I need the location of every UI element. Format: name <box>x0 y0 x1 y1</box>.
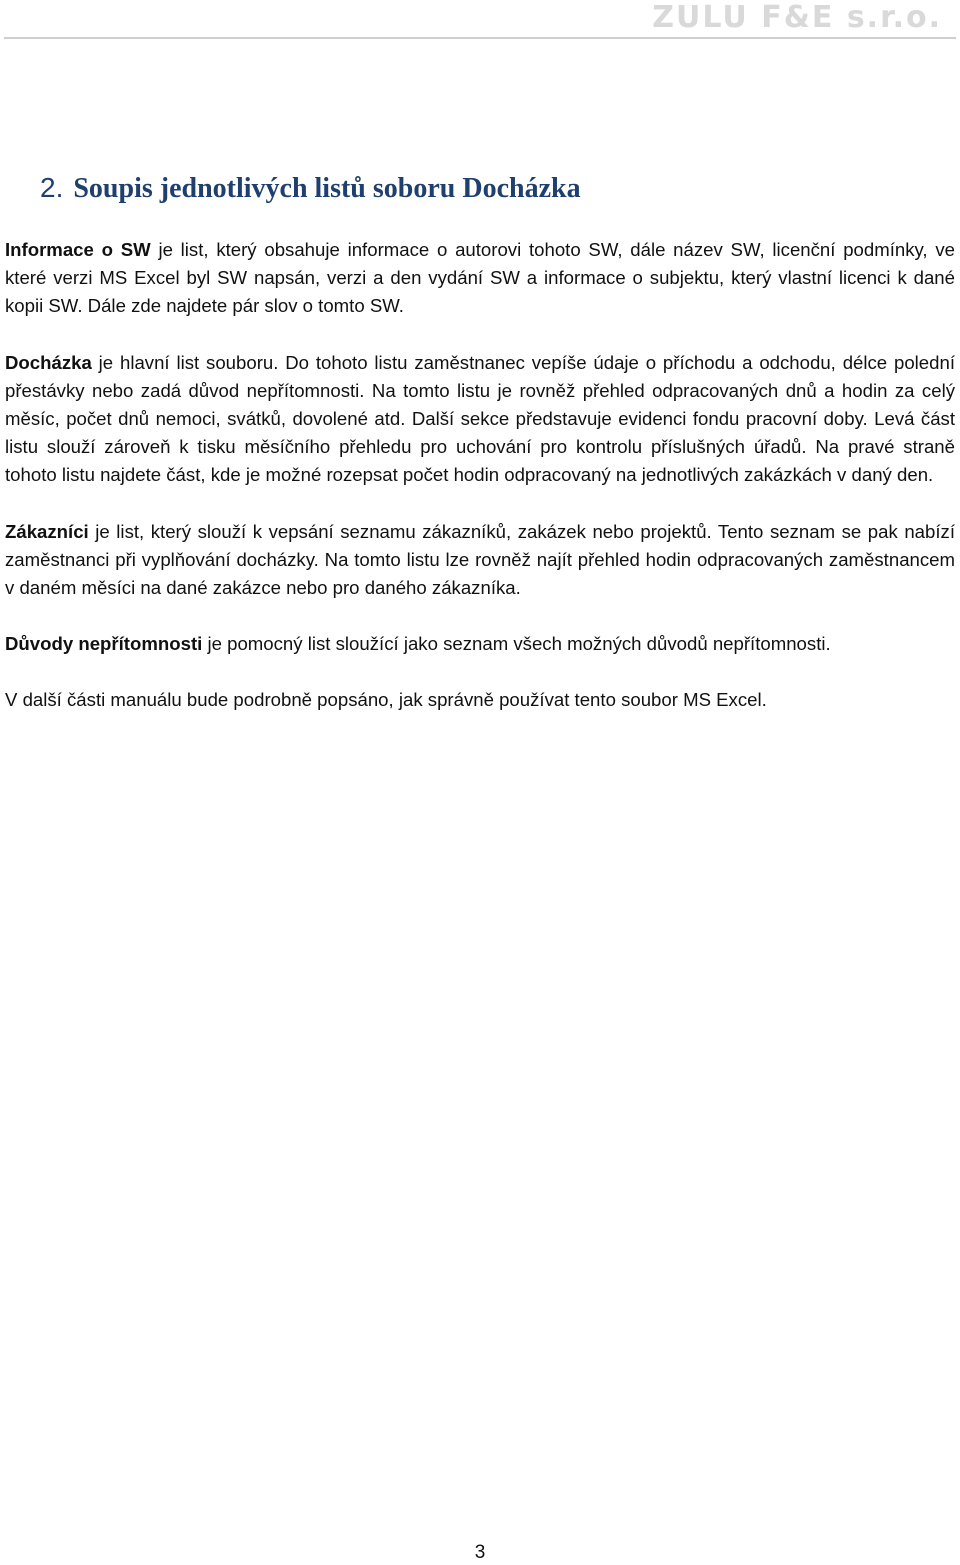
text-duvody: je pomocný list sloužící jako seznam všech možných důvodů nepřítomnosti. <box>202 633 831 655</box>
paragraph-closing <box>5 686 955 714</box>
section-number: 2. <box>40 172 64 203</box>
text-closing: V další části manuálu bude podrobně popsáno, jak správně používat tento soubor MS Excel. <box>5 689 767 711</box>
company-logo: ZULU F&E s.r.o. <box>652 0 942 35</box>
paragraph-dochazka <box>5 349 955 490</box>
header-rule <box>4 37 956 39</box>
text-dochazka: je hlavní list souboru. Do tohoto listu zaměstnanec vepíše údaje o příchodu a odchodu, délce polední přestávky nebo zadá důvod nepřítomnosti. Na tomto listu je rovněž přehled odpracovaných dnů a hodin za celý měsíc, počet dnů nemoci, svátků, dovolené atd. Další sekce představuje evidenci fondu pracovní doby. Levá část listu slouží zároveň k tisku měsíčního přehledu pro uchování pro kontrolu příslušných úřadů. Na pravé straně tohoto listu najdete část, kde je možné rozepsat počet hodin odpracovaný na jednotlivých zakázkách v daný den. <box>5 351 955 486</box>
document-body <box>5 236 955 715</box>
section-title: Soupis jednotlivých listů soboru Docházka <box>73 173 581 204</box>
term-zakaznici: Zákazníci <box>5 520 89 542</box>
section-heading <box>40 172 581 205</box>
paragraph-duvody <box>5 630 955 658</box>
term-dochazka: Docházka <box>5 351 92 373</box>
text-informace: je list, který obsahuje informace o autorovi tohoto SW, dále název SW, licenční podmínky, ve které verzi MS Excel byl SW napsán, verzi a den vydání SW a informace o subjektu, který vlastní licenci k dané kopii SW. Dále zde najdete pár slov o tomto SW. <box>5 239 955 317</box>
page-number: 3 <box>474 1542 486 1563</box>
term-duvody: Důvody nepřítomnosti <box>5 633 203 655</box>
paragraph-informace <box>5 236 955 321</box>
term-informace: Informace o SW <box>5 239 151 260</box>
paragraph-zakaznici <box>5 518 955 603</box>
text-zakaznici: je list, který slouží k vepsání seznamu zákazníků, zakázek nebo projektů. Tento seznam se pak nabízí zaměstnanci při vyplňování docházky. Na tomto listu lze rovněž najít přehled hodin odpracovaných zaměstnancem v daném měsíci na dané zakázce nebo pro daného zákazníka. <box>5 520 955 599</box>
page-header <box>0 0 960 40</box>
